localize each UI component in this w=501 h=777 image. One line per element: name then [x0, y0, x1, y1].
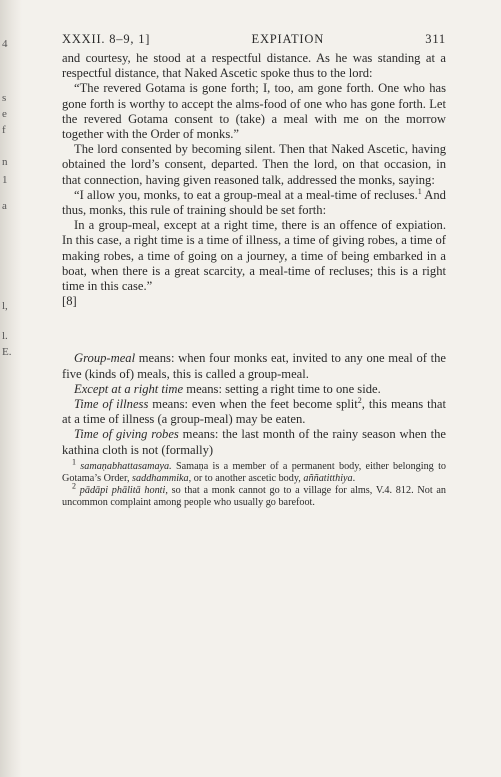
definition-term: Except at a right time	[74, 381, 184, 396]
paragraph: The lord consented by becoming silent. Then that Naked Ascetic, having obtained the lord’s consent, departed. Then the lord, on that occasion, in that connection, having given reasoned talk, addressed the monks, saying:	[62, 142, 446, 187]
definition	[62, 382, 446, 397]
gutter-mark: E.	[2, 346, 12, 358]
gutter-mark: 4	[2, 38, 8, 50]
paragraph-text: “I allow you, monks, to eat a group-meal at a meal-time of recluses.	[74, 187, 418, 202]
gutter-mark: 1	[2, 174, 8, 186]
definitions	[62, 351, 446, 457]
footnote-ref: 1	[417, 186, 422, 196]
footnote	[62, 457, 446, 485]
footnote-number: 2	[72, 481, 76, 491]
definition	[62, 351, 446, 381]
rule-paragraph: In a group-meal, except at a right time, there is an offence of expiation. In this case, a right time is a time of illness, a time of giving robes, a time of making robes, a time of going on a journey, a time of being embarked in a boat, when there is a great scarcity, a meal-time of recluses; this is a right time in this case.”	[62, 218, 446, 294]
chapter-reference: XXXII. 8–9, 1]	[62, 32, 151, 46]
main-text	[62, 51, 446, 309]
paragraph: “The revered Gotama is gone forth; I, too, am gone forth. One who has gone forth is worthy to accept the alms-food of one who has gone forth. Let the revered Gotama consent to (take) a meal with me on the morrow together with the Order of monks.”	[62, 81, 446, 142]
definition-term: Time of giving robes	[74, 427, 179, 442]
gutter-mark: e	[2, 108, 7, 120]
definition-text: means: setting a right time to one side.	[183, 381, 381, 396]
definition-text: means: even when the feet become split	[148, 397, 358, 412]
footnote-number: 1	[72, 457, 76, 467]
definition-text: means: when four monks eat, invited to any one meal of the five (kinds of) meals, this is called a group-meal.	[62, 351, 446, 381]
definition-text: means: the last month of the rainy season when the kathina cloth is not (formally)	[62, 427, 446, 457]
book-page	[62, 32, 446, 510]
gutter-mark: f	[2, 124, 6, 136]
footnote-term: samaṇabhattasamaya.	[80, 460, 172, 472]
gutter-mark: s	[2, 92, 7, 104]
spacer	[62, 309, 446, 351]
footnote-text: .	[352, 473, 356, 485]
gutter-mark: n	[2, 156, 8, 168]
footnote	[62, 481, 447, 509]
section-number: [8]	[62, 294, 77, 309]
gutter-mark: l.	[2, 330, 8, 342]
definition	[62, 427, 446, 457]
footnote-term: aññatitthiya	[303, 473, 353, 485]
definition-term: Group-meal	[74, 351, 136, 366]
paragraph: and courtesy, he stood at a respectful distance. As he was standing at a respectful distance, that Naked Ascetic spoke thus to the lord:	[62, 51, 446, 81]
definition-text: , this means that at a time of illness (a group-meal) may be eaten.	[62, 397, 446, 427]
page-number: 311	[425, 32, 446, 46]
footnote-ref: 2	[357, 395, 362, 405]
binding-gutter	[0, 0, 22, 777]
paragraph-text: And thus, monks, this rule of training should be set forth:	[62, 187, 446, 218]
footnote-term: saddhammika	[132, 473, 189, 485]
paragraph	[62, 188, 446, 218]
footnote-citation: V.4. 812	[375, 485, 412, 497]
definition-term: Time of illness	[74, 397, 149, 412]
footnote-text: , so that a monk cannot go to a village for alms,	[165, 485, 376, 497]
gutter-mark: a	[2, 200, 7, 212]
page-heading: EXPIATION	[251, 32, 325, 46]
running-head	[62, 32, 446, 47]
definition	[62, 397, 446, 427]
footnote-term: pādāpi phālitā honti	[79, 485, 166, 497]
footnotes	[62, 457, 447, 510]
gutter-mark: l,	[2, 300, 8, 312]
footnote-text: Samaṇa is a member of a permanent body, either belonging to Gotama’s Order,	[62, 460, 446, 485]
footnote-text: , or to another ascetic body,	[188, 473, 304, 485]
footnote-text: . Not an uncommon complaint among people who usually go barefoot.	[62, 485, 447, 509]
